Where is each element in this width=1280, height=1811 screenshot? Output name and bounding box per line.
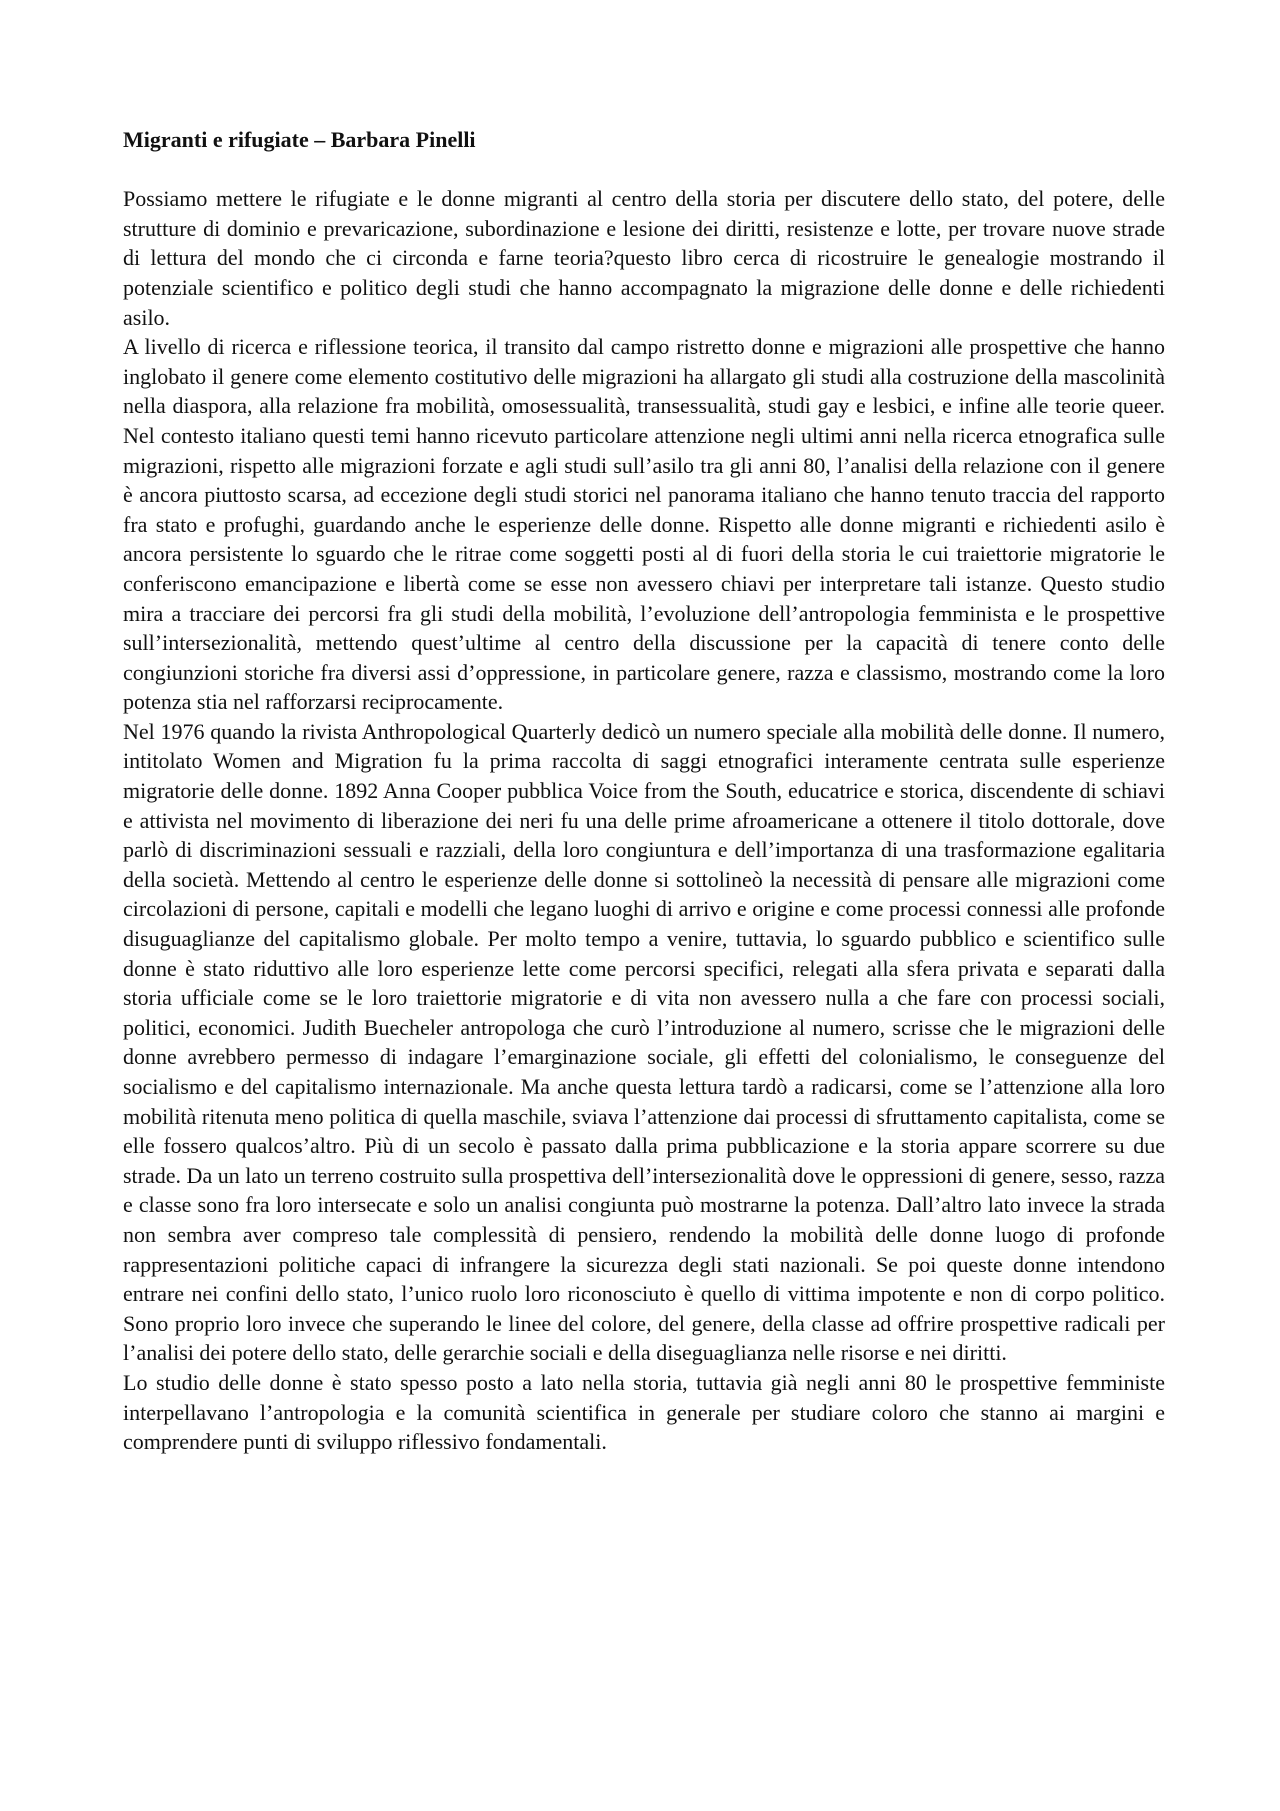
paragraph-1: Possiamo mettere le rifugiate e le donne migranti al centro della storia per discutere dello stato, del potere, delle strutture di dominio e prevaricazione, subordinazione e lesione dei diritti, resistenze e lotte, per trovare nuove strade di lettura del mondo che ci circonda e farne teoria?questo libro cerca di ricostruire le genealogie mostrando il potenziale scientifico e politico degli studi che hanno accompagnato la migrazione delle donne e delle richiedenti asilo. [123,186,1165,330]
paragraph-2: A livello di ricerca e riflessione teorica, il transito dal campo ristretto donne e migrazioni alle prospettive che hanno inglobato il genere come elemento costitutivo delle migrazioni ha allargato gli studi alla costruzione della mascolinità nella diaspora, alla relazione fra mobilità, omosessualità, transessualità, studi gay e lesbici, e infine alle teorie queer. Nel contesto italiano questi temi hanno ricevuto particolare attenzione negli ultimi anni nella ricerca etnografica sulle migrazioni, rispetto alle migrazioni forzate e agli studi sull’asilo tra gli anni 80, l’analisi della relazione con il genere è ancora piuttosto scarsa, ad eccezione degli studi storici nel panorama italiano che hanno tenuto traccia del rapporto fra stato e profughi, guardando anche le esperienze delle donne. Rispetto alle donne migranti e richiedenti asilo è ancora persistente lo sguardo che le ritrae come soggetti posti al di fuori della storia le cui traiettorie migratorie le conferiscono emancipazione e libertà come se esse non avessero chiavi per interpretare tali istanze. Questo studio mira a tracciare dei percorsi fra gli studi della mobilità, l’evoluzione dell’antropologia femminista e le prospettive sull’intersezionalità, mettendo quest’ultime al centro della discussione per la capacità di tenere conto delle congiunzioni storiche fra diversi assi d’oppressione, in particolare genere, razza e classismo, mostrando come la loro potenza stia nel rafforzarsi reciprocamente. [123,334,1165,715]
document-page [123,125,1165,1457]
paragraph-3: Nel 1976 quando la rivista Anthropological Quarterly dedicò un numero speciale alla mobilità delle donne. Il numero, intitolato Women and Migration fu la prima raccolta di saggi etnografici interamente centrata sulle esperienze migratorie delle donne. 1892 Anna Cooper pubblica Voice from the South, educatrice e storica, discendente di schiavi e attivista nel movimento di liberazione dei neri fu una delle prime afroamericane a ottenere il titolo dottorale, dove parlò di discriminazioni sessuali e razziali, della loro congiuntura e dell’importanza di una trasformazione egalitaria della società. Mettendo al centro le esperienze delle donne si sottolineò la necessità di pensare alle migrazioni come circolazioni di persone, capitali e modelli che legano luoghi di arrivo e origine e come processi connessi alle profonde disuguaglianze del capitalismo globale. Per molto tempo a venire, tuttavia, lo sguardo pubblico e scientifico sulle donne è stato riduttivo alle loro esperienze lette come percorsi specifici, relegati alla sfera privata e separati dalla storia ufficiale come se le loro traiettorie migratorie e di vita non avessero nulla a che fare con processi sociali, politici, economici. Judith Buecheler antropologa che curò l’introduzione al numero, scrisse che le migrazioni delle donne avrebbero permesso di indagare l’emarginazione sociale, gli effetti del colonialismo, le conseguenze del socialismo e del capitalismo internazionale. Ma anche questa lettura tardò a radicarsi, come se l’attenzione alla loro mobilità ritenuta meno politica di quella maschile, sviava l’attenzione dai processi di sfruttamento capitalista, come se elle fossero qualcos’altro. Più di un secolo è passato dalla prima pubblicazione e la storia appare scorrere su due strade. Da un lato un terreno costruito sulla prospettiva dell’intersezionalità dove le oppressioni di genere, sesso, razza e classe sono fra loro intersecate e solo un analisi congiunta può mostrarne la potenza. Dall’altro lato invece la strada non sembra aver compreso tale complessità di pensiero, rendendo la mobilità delle donne luogo di profonde rappresentazioni politiche capaci di infrangere la sicurezza degli stati nazionali. Se poi queste donne intendono entrare nei confini dello stato, l’unico ruolo loro riconosciuto è quello di vittima impotente e non di corpo politico. Sono proprio loro invece che superando le linee del colore, del genere, della classe ad offrire prospettive radicali per l’analisi dei potere dello stato, delle gerarchie sociali e della diseguaglianza nelle risorse e nei diritti. [123,718,1165,1366]
document-title: Migranti e rifugiate – Barbara Pinelli [123,127,476,152]
paragraph-4: Lo studio delle donne è stato spesso posto a lato nella storia, tuttavia già negli anni 80 le prospettive femministe interpellavano l’antropologia e la comunità scientifica in generale per studiare coloro che stanno ai margini e comprendere punti di sviluppo riflessivo fondamentali. [123,1369,1165,1455]
